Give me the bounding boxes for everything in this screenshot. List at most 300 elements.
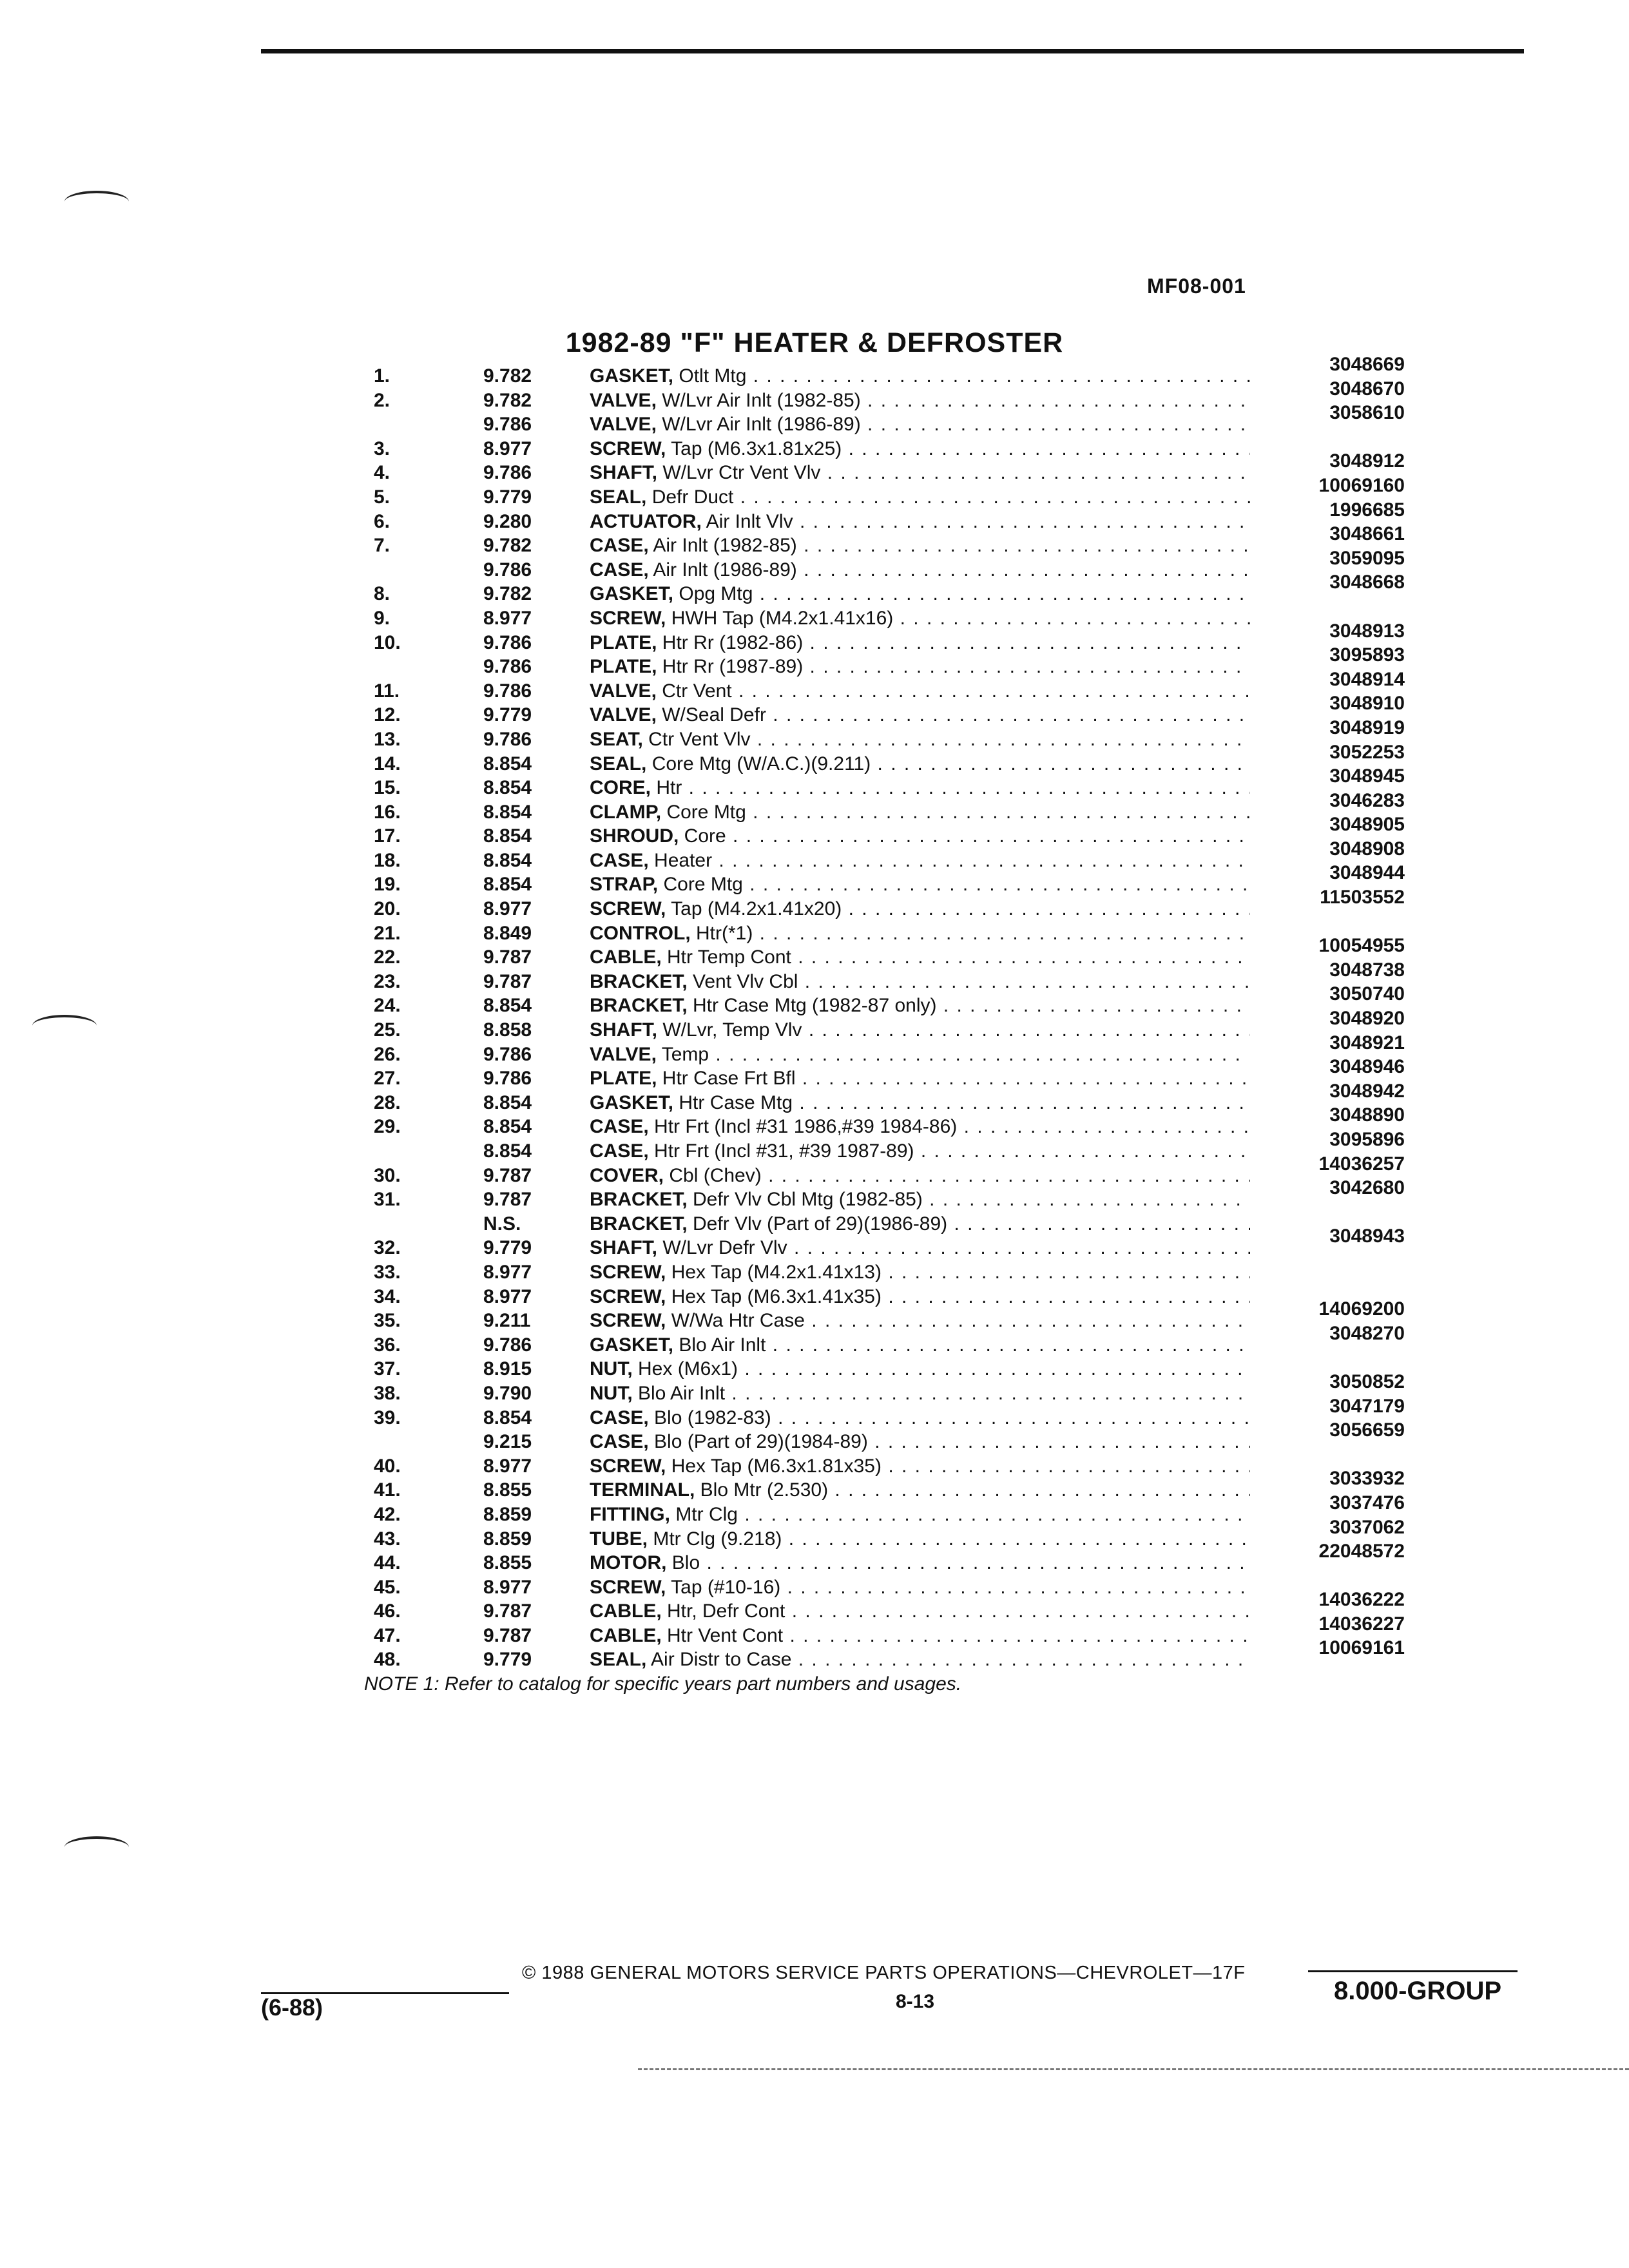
group-number: 9.787 [483,947,532,968]
part-name: SCREW, [590,1455,666,1477]
group-number: 8.855 [483,1552,532,1574]
parts-row [348,474,1405,510]
part-description: Core Mtg (W/A.C.)(9.211) [646,753,871,774]
description [590,1236,1250,1260]
description [590,1357,1250,1381]
ref-number: 1. [374,365,390,387]
ref-number: 24. [374,995,401,1017]
group-number: 9.786 [483,680,532,702]
ref-number: 9. [374,607,390,629]
part-name: SCREW, [590,1261,666,1283]
parts-row [348,606,1405,631]
ref-number: 3. [374,437,390,459]
part-name: CABLE, [590,1624,662,1646]
part-number: 3048921 [1329,1032,1405,1053]
part-name: SEAL, [590,486,647,508]
description [590,1043,1250,1067]
part-description: Hex (M6x1) [632,1358,738,1380]
part-description: Blo (Part of 29)(1984-89) [648,1431,868,1453]
ref-number: 4. [374,462,390,484]
part-description: Htr(*1) [690,922,753,944]
parts-row [348,1419,1405,1454]
part-number: 11503552 [1320,887,1405,908]
description [590,897,1250,921]
parts-row [348,983,1405,1018]
part-number: 3037476 [1329,1492,1405,1514]
part-description: Hex Tap (M4.2x1.41x13) [666,1261,882,1283]
description [590,461,1250,485]
ref-number: 42. [374,1503,401,1525]
part-description: Defr Duct [646,486,734,508]
group-number: 8.854 [483,825,532,847]
part-description: Htr Frt (Incl #31, #39 1987-89) [648,1140,914,1162]
group-number: 8.855 [483,1479,532,1501]
part-description: Heater [648,849,713,871]
ref-number: 14. [374,753,401,774]
part-name: NUT, [590,1358,633,1380]
group-number: 9.782 [483,365,532,387]
part-description: Blo Air Inlt [673,1334,766,1356]
description [590,1018,1250,1043]
parts-row [348,1575,1405,1600]
group-number: 8.915 [483,1358,532,1380]
ref-number: 28. [374,1091,401,1113]
part-name: CASE, [590,535,649,557]
description [590,412,1250,437]
part-number: 3048946 [1329,1056,1405,1078]
part-number: 3052253 [1329,741,1405,763]
group-number: 9.779 [483,704,532,726]
part-name: BRACKET, [590,995,688,1017]
ref-number: 48. [374,1649,401,1671]
group-number: 9.215 [483,1431,532,1453]
group-number: 8.859 [483,1503,532,1525]
description [590,1551,1250,1575]
part-number: 14036222 [1318,1589,1405,1611]
parts-row [348,1589,1405,1624]
part-number: 3048920 [1329,1008,1405,1030]
part-name: CONTROL, [590,922,691,944]
part-number: 3048912 [1329,450,1405,472]
group-number: 9.786 [483,462,532,484]
description [590,1624,1250,1648]
part-name: CASE, [590,559,649,581]
ref-number: 12. [374,704,401,726]
ref-number: 13. [374,728,401,750]
part-name: TUBE, [590,1528,648,1550]
part-number: 10069160 [1318,474,1405,496]
group-number: 8.854 [483,1140,532,1162]
group-number: 8.977 [483,1455,532,1477]
part-name: SCREW, [590,1310,666,1332]
parts-row [348,1492,1405,1527]
group-number: 9.787 [483,1600,532,1622]
parts-row [348,1454,1405,1479]
part-number: 3050740 [1329,983,1405,1005]
part-number: 3056659 [1329,1419,1405,1441]
ref-number: 31. [374,1189,401,1211]
binder-hole-mark [64,191,129,213]
part-description: Hex Tap (M6.3x1.81x35) [666,1455,882,1477]
part-number: 3048942 [1329,1080,1405,1102]
part-description: Blo (1982-83) [648,1407,771,1428]
part-number: 1996685 [1329,499,1405,521]
parts-row [348,1212,1405,1236]
part-name: GASKET, [590,1091,674,1113]
parts-row [348,1056,1405,1091]
part-number: 3050852 [1329,1370,1405,1392]
group-number: 8.977 [483,607,532,629]
ref-number: 33. [374,1261,401,1283]
description [590,679,1250,704]
part-name: CASE, [590,1431,649,1453]
part-name: BRACKET, [590,970,688,992]
part-description: Blo [666,1552,700,1574]
part-description: Defr Vlv (Part of 29)(1986-89) [687,1213,948,1235]
part-number: 3048661 [1329,523,1405,545]
part-number: 3046283 [1329,789,1405,811]
part-name: SEAT, [590,728,643,750]
part-description: Air Distr to Case [646,1649,792,1671]
ref-number: 16. [374,801,401,823]
group-number: 9.786 [483,1043,532,1065]
part-name: CASE, [590,1116,649,1138]
description [590,1430,1250,1454]
part-description: W/Wa Htr Case [666,1310,805,1332]
ref-number: 10. [374,631,401,653]
ref-number: 23. [374,970,401,992]
part-description: Core Mtg [661,801,746,823]
description [590,921,1250,946]
part-number: 3095896 [1329,1129,1405,1150]
ref-number: 15. [374,777,401,799]
part-description: Air Inlt (1986-89) [648,559,797,581]
part-description: Air Inlt (1982-85) [648,535,797,557]
part-description: W/Lvr Ctr Vent Vlv [657,462,821,484]
description [590,558,1250,582]
part-name: SCREW, [590,1285,666,1307]
description [590,364,1250,389]
part-name: CABLE, [590,947,662,968]
parts-row [348,547,1405,582]
footnote: NOTE 1: Refer to catalog for specific years part numbers and usages. [364,1673,962,1695]
description [590,1381,1250,1406]
part-number: 3058610 [1329,402,1405,424]
part-name: PLATE, [590,631,657,653]
part-name: BRACKET, [590,1189,688,1211]
description [590,945,1250,970]
page-number: 8-13 [896,1991,935,2012]
group-number: 9.787 [483,970,532,992]
part-description: Hex Tap (M6.3x1.41x35) [666,1285,882,1307]
parts-row [348,887,1405,921]
part-number: 3042680 [1329,1177,1405,1199]
parts-row [348,1080,1405,1115]
description [590,437,1250,461]
part-name: VALVE, [590,414,657,436]
part-number: 3037062 [1329,1516,1405,1538]
description [590,727,1250,752]
ref-number: 39. [374,1407,401,1428]
part-number: 3048914 [1329,668,1405,690]
parts-row [348,1285,1405,1309]
description [590,582,1250,606]
part-description: W/Lvr Defr Vlv [657,1237,787,1259]
parts-row [348,499,1405,534]
part-name: STRAP, [590,874,659,896]
ref-number: 19. [374,874,401,896]
parts-row [348,935,1405,970]
ref-number: 27. [374,1068,401,1090]
description [590,970,1250,994]
description [590,800,1250,825]
ref-number: 20. [374,898,401,920]
description [590,1115,1250,1139]
description [590,994,1250,1018]
parts-row [348,1104,1405,1139]
part-number: 3048668 [1329,572,1405,593]
part-name: BRACKET, [590,1213,688,1235]
group-number: 8.859 [483,1528,532,1550]
group-number: 9.787 [483,1189,532,1211]
parts-row [348,789,1405,825]
parts-row [348,741,1405,776]
parts-row [348,1298,1405,1333]
binder-hole-mark [32,1015,97,1037]
part-number: 10069161 [1318,1637,1405,1659]
part-number: 3048913 [1329,620,1405,642]
part-name: FITTING, [590,1503,670,1525]
scan-edge-line [638,2068,1629,2070]
group-number: 9.779 [483,486,532,508]
footer-rule-right [1308,1970,1518,1972]
parts-row [348,1541,1405,1575]
part-description: W/Lvr Air Inlt (1986-89) [656,414,861,436]
group-number: 9.782 [483,535,532,557]
part-name: VALVE, [590,389,657,411]
part-number: 3048945 [1329,765,1405,787]
part-name: PLATE, [590,1068,657,1090]
ref-number: 26. [374,1043,401,1065]
part-number: 3048908 [1329,838,1405,860]
parts-row [348,693,1405,727]
group-number: 8.854 [483,1091,532,1113]
group-number: 9.782 [483,389,532,411]
part-number: 3048669 [1329,354,1405,375]
part-number: 3048910 [1329,693,1405,715]
description [590,1187,1250,1212]
ref-number: 5. [374,486,390,508]
part-description: Htr Frt (Incl #31 1986,#39 1984-86) [648,1116,958,1138]
part-name: COVER, [590,1164,664,1186]
part-description: Tap (#10-16) [666,1576,781,1598]
part-description: Air Inlt Vlv [701,510,793,532]
document-code: MF08-001 [1147,274,1246,298]
parts-row [348,572,1405,606]
group-number: 9.786 [483,1068,532,1090]
group-number: 9.280 [483,510,532,532]
description [590,1212,1250,1236]
ref-number: 41. [374,1479,401,1501]
part-name: TERMINAL, [590,1479,695,1501]
binder-hole-mark [64,1836,129,1858]
description [590,631,1250,655]
description [590,1309,1250,1333]
description [590,1575,1250,1600]
ref-number: 34. [374,1285,401,1307]
group-number: 9.779 [483,1649,532,1671]
group-number: 9.787 [483,1164,532,1186]
ref-number: 32. [374,1237,401,1259]
parts-row [348,1032,1405,1067]
part-description: Htr Rr (1987-89) [657,656,804,678]
group-number: 8.854 [483,753,532,774]
ref-number: 22. [374,947,401,968]
part-number: 22048572 [1318,1541,1405,1562]
parts-row [348,862,1405,897]
parts-row [348,668,1405,704]
parts-row [348,1468,1405,1503]
ref-number: 47. [374,1624,401,1646]
part-number: 3059095 [1329,547,1405,569]
part-description: Core [679,825,726,847]
ref-number: 40. [374,1455,401,1477]
description [590,776,1250,800]
parts-list [348,354,1405,1672]
description [590,703,1250,727]
description [590,1260,1250,1285]
group-number: 9.787 [483,1624,532,1646]
ref-number: 2. [374,389,390,411]
parts-row [348,620,1405,655]
part-name: SEAL, [590,753,647,774]
header-rule [261,49,1524,53]
part-name: SCREW, [590,1576,666,1598]
part-number: 3033932 [1329,1468,1405,1490]
parts-row [348,1322,1405,1358]
part-name: VALVE, [590,1043,657,1065]
ref-number: 7. [374,535,390,557]
ref-number: 30. [374,1164,401,1186]
parts-row [348,814,1405,849]
ref-number: 44. [374,1552,401,1574]
part-description: Opg Mtg [673,583,753,605]
parts-row [348,1395,1405,1430]
ref-number: 38. [374,1382,401,1404]
parts-row [348,1370,1405,1406]
group-number: 8.977 [483,1261,532,1283]
part-description: W/Lvr Air Inlt (1982-85) [656,389,861,411]
part-number: 10054955 [1318,935,1405,957]
group-number: 9.786 [483,414,532,436]
part-name: MOTOR, [590,1552,667,1574]
group-number: 8.854 [483,849,532,871]
part-name: CASE, [590,849,649,871]
part-name: VALVE, [590,680,657,702]
part-description: Htr Temp Cont [661,947,791,968]
description [590,485,1250,510]
description [590,1066,1250,1091]
ref-number: 35. [374,1310,401,1332]
description [590,849,1250,873]
group-number: 8.977 [483,1285,532,1307]
copyright-line: © 1988 GENERAL MOTORS SERVICE PARTS OPERATIONS—CHEVROLET—17F [522,1963,1246,1983]
group-number: 9.786 [483,1334,532,1356]
parts-row [348,765,1405,800]
part-name: VALVE, [590,704,657,726]
parts-row [348,838,1405,873]
part-description: W/Seal Defr [656,704,766,726]
description [590,1648,1250,1672]
description [590,655,1250,679]
group-number: 9.786 [483,656,532,678]
description [590,1599,1250,1624]
ref-number: 45. [374,1576,401,1598]
group-number: 8.854 [483,874,532,896]
parts-row [348,1225,1405,1260]
part-name: GASKET, [590,583,674,605]
part-description: Tap (M6.3x1.81x25) [666,437,842,459]
part-name: NUT, [590,1382,633,1404]
parts-row [348,1357,1405,1381]
parts-row [348,523,1405,558]
description [590,1091,1250,1115]
part-number: 3048738 [1329,959,1405,981]
part-description: Htr Case Mtg [673,1091,793,1113]
part-name: SHAFT, [590,1019,657,1041]
part-name: SCREW, [590,437,666,459]
group-number: 9.786 [483,631,532,653]
description [590,1454,1250,1479]
ref-number: 8. [374,583,390,605]
description [590,824,1250,849]
part-description: Defr Vlv Cbl Mtg (1982-85) [687,1189,923,1211]
part-description: Ctr Vent [656,680,732,702]
part-description: Temp [656,1043,709,1065]
part-description: Core Mtg [658,874,743,896]
parts-row [348,1008,1405,1043]
part-description: Otlt Mtg [673,365,747,387]
part-name: SHAFT, [590,1237,657,1259]
part-name: GASKET, [590,1334,674,1356]
ref-number: 11. [374,680,400,702]
group-number: 8.854 [483,1116,532,1138]
part-description: Mtr Clg [670,1503,738,1525]
description [590,1478,1250,1503]
group-number: 9.211 [483,1310,531,1332]
ref-number: 6. [374,510,390,532]
part-number: 3048670 [1329,378,1405,399]
parts-row [348,1637,1405,1672]
group-code: 8.000-GROUP [1334,1977,1502,2005]
parts-row [348,402,1405,437]
group-number: 8.849 [483,922,532,944]
part-description: Htr, Defr Cont [661,1600,786,1622]
description [590,1406,1250,1430]
part-description: Blo Air Inlt [632,1382,726,1404]
part-description: W/Lvr, Temp Vlv [657,1019,802,1041]
description [590,533,1250,558]
description [590,1527,1250,1552]
part-number: 14069200 [1318,1298,1405,1320]
description [590,1285,1250,1309]
part-description: Htr Rr (1982-86) [657,631,804,653]
ref-number: 37. [374,1358,401,1380]
part-number: 3048270 [1329,1322,1405,1344]
description [590,1164,1250,1188]
group-number: 9.786 [483,728,532,750]
ref-number: 21. [374,922,401,944]
